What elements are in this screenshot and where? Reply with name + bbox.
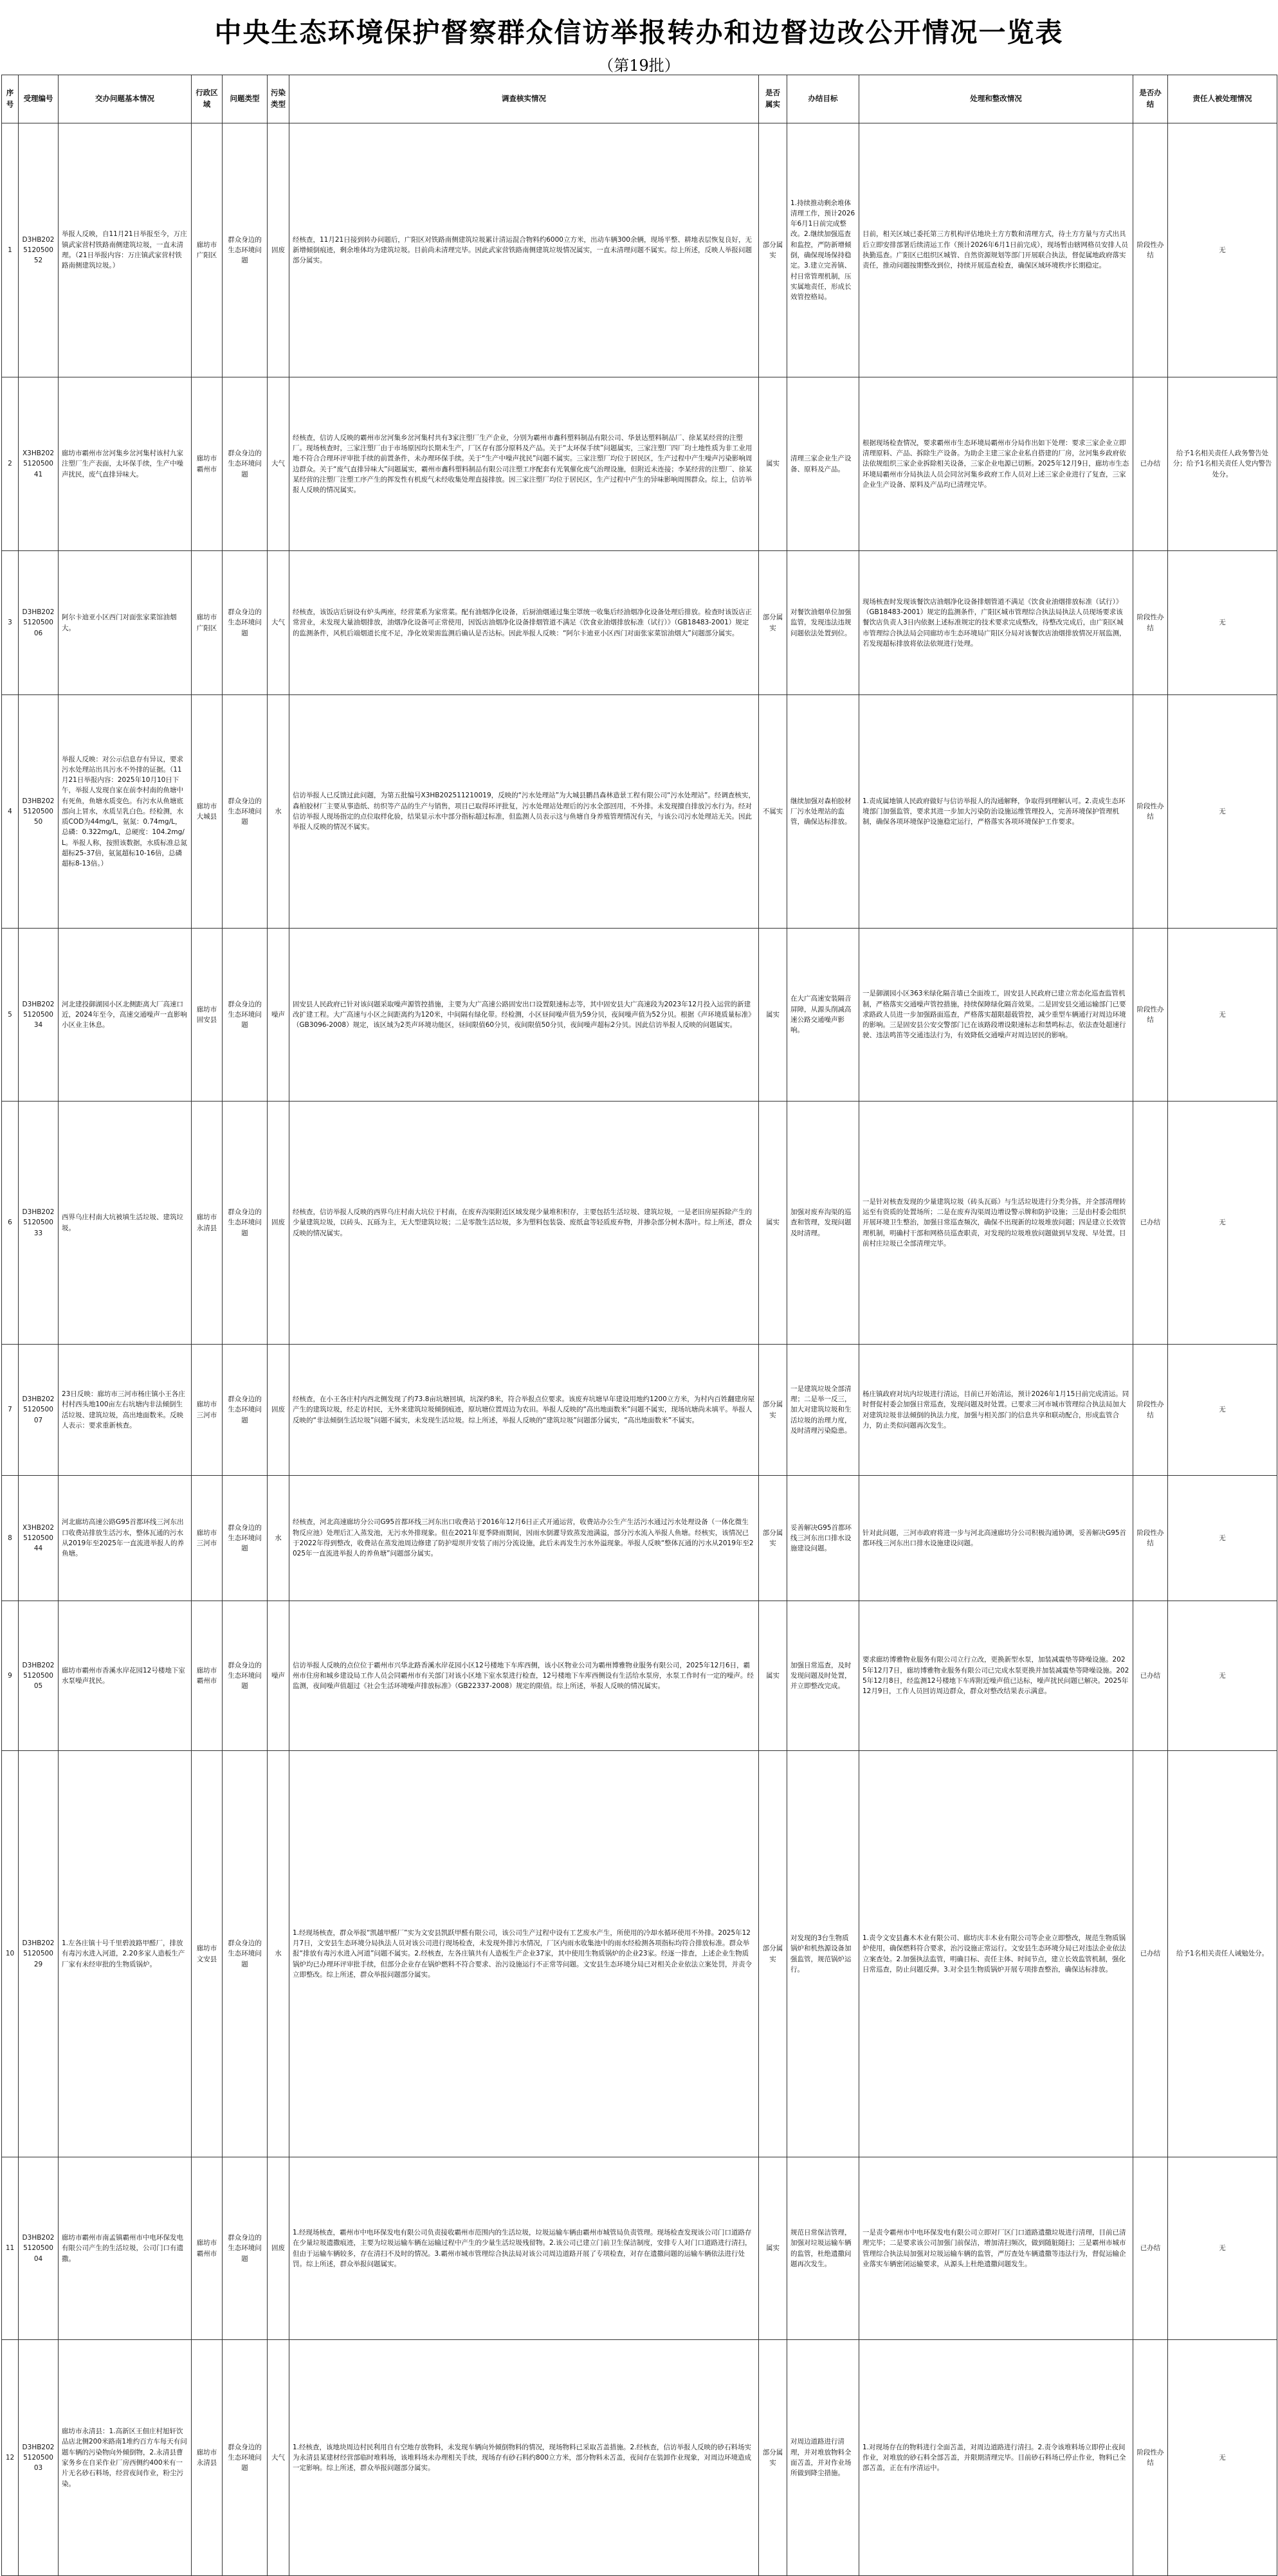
row-number: 1: [2, 123, 19, 377]
issue-type: 群众身边的生态环境问题: [223, 1345, 268, 1476]
issue-summary: 1.左各庄镇十号千里碧波路甲醛厂，排放有毒污水进入河道，2.20多家人造板生产厂家有未经审批的生物质锅炉。: [59, 1751, 192, 2157]
header-no: 序号: [2, 75, 19, 123]
pollution-type: 大气: [268, 377, 289, 551]
row-number: 11: [2, 2157, 19, 2340]
region: 廊坊市文安县: [192, 1751, 223, 2157]
table-row: [2, 2157, 1277, 2340]
header-investigation: 调查核实情况: [289, 75, 759, 123]
target-goal: 一是建筑垃圾全部清理；二是举一反三，加大对建筑垃圾和生活垃圾的治理力度，及时清理污染隐患。: [787, 1345, 859, 1476]
case-code: X3HB202512050044: [19, 1476, 59, 1601]
case-code: D3HB202512050003: [19, 2340, 59, 2576]
investigation-text: 1.经现场核查，霸州市中电环保发电有限公司负责接收霸州市范围内的生活垃圾，垃圾运输车辆由霸州市城管局负责管理。现场检查发现该公司门口道路存在少量垃圾遗撒痕迹，主要为垃圾运输车辆在运输过程中产生的少量生活垃圾残留物。2.该公司已建立门前卫生保洁制度，安排专人对门口道路进行清扫，但由于运输车辆较多，存在清扫不及时的情况。3.霸州市城市管理综合执法局对该公司周边道路开展了专项检查，对存在遗撒问题的运输车辆依法进行处罚。综上所述，群众举报问题属实。: [289, 2157, 759, 2340]
row-number: 5: [2, 929, 19, 1102]
investigation-text: 固安县人民政府已针对该问题采取噪声源管控措施，主要为大广高速公路固安出口设置限速标志等，其中固安县大广高速段为2023年12月投入运营的新建改扩建工程。大广高速与小区之间距离约为120米，中间隔有绿化带。经检测，小区昼间噪声值为59分贝，夜间噪声值为52分贝。根据《声环境质量标准》（GB3096-2008）规定，该区域为2类声环境功能区，昼间限值60分贝，夜间限值50分贝，夜间噪声超标2分贝。因此信访举报人反映的问题属实。: [289, 929, 759, 1102]
batch-subtitle: （第19批）: [598, 57, 680, 75]
is-true: 部分属实: [759, 1751, 787, 2157]
is-done: 阶段性办结: [1133, 2340, 1168, 2576]
table-row: [2, 377, 1277, 551]
issue-type: 群众身边的生态环境问题: [223, 1751, 268, 2157]
pollution-type: 固废: [268, 2157, 289, 2340]
header-true: 是否属实: [759, 75, 787, 123]
region: 廊坊市大城县: [192, 695, 223, 929]
issue-summary: 举报人反映，自11月21日举报至今，万庄镇武家营村铁路南侧建筑垃圾，一直未清理。（21日举报内容：万庄镇武家营村铁路南侧建筑垃圾。）: [59, 123, 192, 377]
issue-type: 群众身边的生态环境问题: [223, 2157, 268, 2340]
row-number: 9: [2, 1601, 19, 1751]
punishment: 无: [1168, 2340, 1277, 2576]
target-goal: 继续加强对森柏胶材厂污水处理站的监管，确保达标排放。: [787, 695, 859, 929]
table-body: [2, 123, 1277, 2576]
region: 廊坊市霸州市: [192, 1601, 223, 1751]
is-true: 部分属实: [759, 123, 787, 377]
header-pollution: 污染类型: [268, 75, 289, 123]
case-code: D3HB202512050029: [19, 1751, 59, 2157]
case-code: D3HB202512050006: [19, 551, 59, 695]
header-punish: 责任人被处理情况: [1168, 75, 1277, 123]
is-true: 部分属实: [759, 1345, 787, 1476]
header-handling: 处理和整改情况: [859, 75, 1133, 123]
target-goal: 清理三家企业生产设备、原料及产品。: [787, 377, 859, 551]
case-code: D3HB202512050052: [19, 123, 59, 377]
is-done: 已办结: [1133, 1102, 1168, 1345]
header-type: 问题类型: [223, 75, 268, 123]
handling-text: 一是御湖园小区363米绿化隔音墙已全面竣工，固安县人民政府已建立常态化巡查监管机制，严格落实交通噪声管控措施，持续保障绿化隔音效果。二是固安县交通运输部门已要求路政人员进一步加强路面巡查，严格落实超限超载管控，减少重型车辆通行对周边环境的影响。三是固安县公安交警部门已在该路段增设限速标志和禁鸣标志，依法查处超速行驶、违法鸣笛等交通违法行为，有效降低交通噪声对周边居民的影响。: [859, 929, 1133, 1102]
case-code: D3HB202512050034: [19, 929, 59, 1102]
issue-type: 群众身边的生态环境问题: [223, 123, 268, 377]
row-number: 10: [2, 1751, 19, 2157]
is-true: 属实: [759, 377, 787, 551]
region: 廊坊市广阳区: [192, 551, 223, 695]
punishment: 给予1名相关责任人政务警告处分；给予1名相关责任人党内警告处分。: [1168, 377, 1277, 551]
investigation-text: 经核查，11月21日接到转办问题后，广阳区对铁路南侧建筑垃圾累计清运混合物料约6000立方米，出动车辆300余辆，现场平整、耕地表层恢复良好，无新增倾倒痕迹，剩余堆体均为建筑垃圾。目前尚未清理完毕。因此武家营铁路南侧建筑垃圾情况属实，一直未清理问题不属实。综上所述，反映人举报问题部分属实。: [289, 123, 759, 377]
is-true: 部分属实: [759, 1476, 787, 1601]
issue-summary: 廊坊市霸州市岔河集乡岔河集村该村九家注塑厂生产表面，太坏保手续，生产中噪声扰民，废气直排异味大。: [59, 377, 192, 551]
row-number: 12: [2, 2340, 19, 2576]
pollution-type: 固废: [268, 1345, 289, 1476]
pollution-type: 水: [268, 695, 289, 929]
region: 廊坊市永清县: [192, 1102, 223, 1345]
is-true: 属实: [759, 1601, 787, 1751]
handling-text: 一是针对核查发现的少量建筑垃圾（砖头瓦砾）与生活垃圾进行分类分拣，并全部清理转运至有资质的处置场所；二是在废弃沟渠周边增设警示牌和防护设施；三是由村委会组织开展环境卫生整治，加强日常巡查频次，确保不出现新的垃圾堆放问题；四是建立长效管理机制，明确村干部和网格员巡查职责，对发现的垃圾堆放问题做到早发现、早处置。目前村庄垃圾已全部清理完毕。: [859, 1102, 1133, 1345]
is-done: 阶段性办结: [1133, 695, 1168, 929]
punishment: 给予1名相关责任人诫勉处分。: [1168, 1751, 1277, 2157]
header-done: 是否办结: [1133, 75, 1168, 123]
region: 廊坊市固安县: [192, 929, 223, 1102]
page-title: 中央生态环境保护督察群众信访举报转办和边督边改公开情况一览表: [214, 17, 1064, 48]
is-true: 属实: [759, 1102, 787, 1345]
punishment: 无: [1168, 929, 1277, 1102]
pollution-type: 固废: [268, 1102, 289, 1345]
case-code: D3HB202512050033: [19, 1102, 59, 1345]
is-true: 不属实: [759, 695, 787, 929]
issue-type: 群众身边的生态环境问题: [223, 2340, 268, 2576]
punishment: 无: [1168, 1345, 1277, 1476]
punishment: 无: [1168, 2157, 1277, 2340]
issue-summary: 廊坊市霸州市南孟镇霸州市中电环保发电有限公司产生的生活垃圾，公司门口有遗撒。: [59, 2157, 192, 2340]
table-row: [2, 2340, 1277, 2576]
punishment: 无: [1168, 123, 1277, 377]
investigation-text: 1.经现场核查，群众举报“凯越甲醛厂”实为文安县凯跃甲醛有限公司，该公司生产过程中设有工艺废水产生，所使用的冷却水循环使用不外排。2025年12月7日，文安县生态环境分局执法人员对该公司进行现场检查，未发现外排污水情况，厂区内雨水收集池中的雨水经检测各项指标均符合排放标准。群众举报“排放有毒污水进入河道”问题不属实。2.经核查，左各庄镇共有人造板生产企业37家，其中使用生物质锅炉的企业23家。经逐一排查，上述企业生物质锅炉均已办理环评审批手续，但部分企业存在锅炉燃料不符合要求、治污设施运行不正常等问题。文安县生态环境分局已对相关企业依法立案处罚，并责令立即整改。综上所述，群众举报问题部分属实。: [289, 1751, 759, 2157]
header-code: 受理编号: [19, 75, 59, 123]
is-true: 部分属实: [759, 551, 787, 695]
investigation-text: 经核查，信访举报人反映的西界乌庄村南大坑位于村南，在废弃沟渠附近区域发现少量堆积积存，主要包括生活垃圾、建筑垃圾，一是老旧房屋拆除产生的少量建筑垃圾，以砖头、瓦砾为主，无大型建筑垃圾；二是零散生活垃圾，多为塑料包装袋、废纸盒等轻质废弃物，并掺杂部分树木落叶。综上所述，群众反映的情况属实。: [289, 1102, 759, 1345]
row-number: 4: [2, 695, 19, 929]
pollution-type: 噪声: [268, 929, 289, 1102]
handling-text: 一是责令霸州市中电环保发电有限公司立即对厂区门口道路遗撒垃圾进行清理，目前已清理完毕；二是要求该公司加强门前保洁，增加清扫频次，做到随脏随扫；三是霸州市城市管理综合执法局加强对垃圾运输车辆的监管，严厉查处车辆遗撒等违法行为，督促运输企业落实车辆密闭运输要求，从源头上杜绝遗撒问题发生。: [859, 2157, 1133, 2340]
handling-text: 针对此问题，三河市政府将进一步与河北高速廊坊分公司积极沟通协调，妥善解决G95首都环线三河东出口排水设施建设问题。: [859, 1476, 1133, 1601]
issue-summary: 廊坊市永清县：1.高新区王佃庄村旭轩饮品店北侧200米路南1堆约百方车每天有问题车辆的污染物向外倾倒物，2.永清县曹家务乡在自采作业厂房西侧约400米有一片无名砂石料场，经营夜间作业，粉尘污染。: [59, 2340, 192, 2576]
is-true: 部分属实: [759, 2340, 787, 2576]
table-row: [2, 123, 1277, 377]
pollution-type: 大气: [268, 2340, 289, 2576]
table-row: [2, 551, 1277, 695]
is-done: 阶段性办结: [1133, 929, 1168, 1102]
is-done: 阶段性办结: [1133, 123, 1168, 377]
region: 廊坊市永清县: [192, 2340, 223, 2576]
row-number: 3: [2, 551, 19, 695]
punishment: 无: [1168, 1601, 1277, 1751]
target-goal: 对发现的3台生物质锅炉和机热源设备加强监管，规范锅炉运行。: [787, 1751, 859, 2157]
header-region: 行政区域: [192, 75, 223, 123]
target-goal: 在大广高速安装隔音屏障，从源头削减高速公路交通噪声影响。: [787, 929, 859, 1102]
table-row: [2, 1345, 1277, 1476]
issue-summary: 23日反映：廊坊市三河市杨庄镇小王各庄村村西头地100亩左右坑塘内非法倾倒生活垃圾、建筑垃圾，高出地面数米。反映人表示：要求重新核查。: [59, 1345, 192, 1476]
target-goal: 妥善解决G95首都环线三河东出口排水设施建设问题。: [787, 1476, 859, 1601]
row-number: 8: [2, 1476, 19, 1601]
is-done: 阶段性办结: [1133, 1345, 1168, 1476]
case-code: D3HB202512050005: [19, 1601, 59, 1751]
issue-type: 群众身边的生态环境问题: [223, 377, 268, 551]
is-true: 属实: [759, 2157, 787, 2340]
punishment: 无: [1168, 695, 1277, 929]
issue-type: 群众身边的生态环境问题: [223, 695, 268, 929]
target-goal: 1.持续推动剩余堆体清理工作，预计2026年6月1日前完成整改。2.继续加强巡查和监控，严防新增倾倒，确保现场保持稳定。3.建立完善镇、村日常管理机制，压实属地责任，形成长效管控格局。: [787, 123, 859, 377]
is-done: 阶段性办结: [1133, 551, 1168, 695]
table-row: [2, 695, 1277, 929]
investigation-text: 1.经核查，该地块周边村民利用自有空地存放物料，未发现车辆向外倾倒物料的情况，现场物料已采取苫盖措施。2.经核查，信访举报人反映的砂石料场实为永清县某建材经营部临时堆料场，该堆料场未办理相关手续，现场存有砂石料约800立方米，部分物料未苫盖，夜间存在装卸作业现象，对周边环境造成一定影响。综上所述，群众举报问题部分属实。: [289, 2340, 759, 2576]
issue-type: 群众身边的生态环境问题: [223, 1476, 268, 1601]
issue-summary: 河北廊坊高速公路G95首都环线三河东出口收费站排放生活污水，整体瓦通的污水从2019年至2025年一直流进举报人的养鱼塘。: [59, 1476, 192, 1601]
handling-text: 杨庄镇政府对坑内垃圾进行清运，目前已开始清运，预计2026年1月15日前完成清运。同时督促村委会加强日常巡查，发现问题及时处置。已要求三河市城市管理综合执法局加大对建筑垃圾非法倾倒的执法力度，加强与相关部门的信息共享和联动配合，形成监管合力，防止类似问题再次发生。: [859, 1345, 1133, 1476]
issue-summary: 廊坊市霸州市香溪水岸花园12号楼地下室水泵噪声扰民。: [59, 1601, 192, 1751]
issue-summary: 阿尔卡迪亚小区西门对面张家菜馆油烟大。: [59, 551, 192, 695]
investigation-text: 经核查，河北高速廊坊分公司G95首都环线三河东出口收费站于2016年12月6日正式开通运营，收费站办公生产生活污水通过污水处理设备（一体化微生物反应池）处理后汇入蒸发池，无污水外排现象。但在2021年夏季降雨期间，因雨水倒灌导致蒸发池满溢，部分污水流入举报人鱼塘。经核实，该情况已于2022年得到整改，收费站在蒸发池周边修建了防护堤坝并安装了雨污分流设施，此后未再发生污水外溢现象。举报人反映“整体瓦通的污水从2019年至2025年一直流进举报人的养鱼塘”问题部分属实。: [289, 1476, 759, 1601]
header-issue: 交办问题基本情况: [59, 75, 192, 123]
punishment: 无: [1168, 1476, 1277, 1601]
region: 廊坊市霸州市: [192, 377, 223, 551]
investigation-text: 经核查，该饭店后厨设有炉头两座，经营菜系为家常菜。配有油烟净化设备，后厨油烟通过集尘罩统一收集后经油烟净化设备处理后排放。检查时该饭店正常营业，未发现大量油烟排放，油烟净化设备可正常使用，因饭店油烟净化设备排烟管道不满足《饮食业油烟排放标准（试行）》（GB18483-2001）规定的监测条件，风机后端烟道长度不足，净化效果需监测后确认是否达标。因此举报人反映：“阿尔卡迪亚小区西门对面张家菜馆油烟大”问题部分属实。: [289, 551, 759, 695]
is-done: 已办结: [1133, 2157, 1168, 2340]
punishment: 无: [1168, 551, 1277, 695]
handling-text: 1.对现场存在的物料进行全面苫盖，对周边道路进行清扫。2.责令该堆料场立即停止夜间作业，对堆放的砂石料全部苫盖，并限期清理完毕。目前砂石料场已停止作业，物料已全部苫盖，正在有序清运中。: [859, 2340, 1133, 2576]
investigation-text: 信访举报人反映的点位位于霸州市兴华北路香溪水岸花园小区12号楼地下车库西侧，该小区物业公司为霸州博雅物业服务有限公司，2025年12月6日，霸州市住房和城乡建设局工作人员会同霸州市有关部门对该小区地下室水泵进行检查，12号楼地下车库西侧设有生活给水泵房，水泵工作时有一定的噪声。经监测，夜间噪声值超过《社会生活环境噪声排放标准》（GB22337-2008）规定的限值。综上所述，举报人反映的情况属实。: [289, 1601, 759, 1751]
target-goal: 对餐饮油烟单位加强监管，发现违法违规问题依法处置到位。: [787, 551, 859, 695]
handling-text: 现场核查时发现该餐饮店油烟净化设备排烟管道不满足《饮食业油烟排放标准（试行）》（GB18483-2001）规定的监测条件，广阳区城市管理综合执法局执法人员现场要求该餐饮店负责人3日内依据上述标准规定的技术要求完成整改，待整改完成后，由广阳区城市管理综合执法局会同廊坊市生态环境局广阳区分局对该餐饮店油烟排放情况开展监测，若发现超标排放将依法依规进行处理。: [859, 551, 1133, 695]
target-goal: 对周边道路进行清理，并对堆放物料全面苫盖，并对作业场所做到降尘措施。: [787, 2340, 859, 2576]
case-code: X3HB202512050041: [19, 377, 59, 551]
issue-type: 群众身边的生态环境问题: [223, 1601, 268, 1751]
row-number: 6: [2, 1102, 19, 1345]
table-row: [2, 1476, 1277, 1601]
table-row: [2, 1601, 1277, 1751]
issue-type: 群众身边的生态环境问题: [223, 1102, 268, 1345]
punishment: 无: [1168, 1102, 1277, 1345]
handling-text: 1.责成属地镇人民政府做好与信访举报人的沟通解释，争取得到理解认可。2.责成生态环境部门加强监管，要求其进一步加大污染防治设施运维管理投入，完善环境保护管理机制，确保各项环境保护设施稳定运行，严格落实各项环境保护工作要求。: [859, 695, 1133, 929]
pollution-type: 大气: [268, 551, 289, 695]
target-goal: 加强对废弃沟渠的巡查和管理，发现问题及时清理。: [787, 1102, 859, 1345]
row-number: 7: [2, 1345, 19, 1476]
region: 廊坊市三河市: [192, 1345, 223, 1476]
target-goal: 规范日常保洁管理，加强对垃圾运输车辆的监管，杜绝遗撒问题再次发生。: [787, 2157, 859, 2340]
handling-text: 要求廊坊博雅物业服务有限公司立行立改，更换新型水泵，加装减震垫等降噪设施。2025年12月7日，廊坊博雅物业服务有限公司已完成水泵更换并加装减震垫等降噪设施。2025年12月8日，经监测12号楼地下车库附近噪声值已达标，噪声扰民问题已解决。2025年12月9日，工作人员回访周边群众，群众对整改结果表示满意。: [859, 1601, 1133, 1751]
target-goal: 加强日常巡查，及时发现问题及时处置，并立即整改完成。: [787, 1601, 859, 1751]
is-done: 已办结: [1133, 377, 1168, 551]
table-row: [2, 1102, 1277, 1345]
handling-text: 1.责令文安县鑫木木业有限公司、廊坊庆丰木业有限公司等企业立即整改，规范生物质锅炉使用，确保燃料符合要求，治污设施正常运行。文安县生态环境分局已对违法企业依法立案查处。2.加强执法监管，明确目标、责任主体、时间节点，建立长效监管机制，强化日常巡查，防止问题反弹。3.对全县生物质锅炉开展专项排查整治，确保达标排放。: [859, 1751, 1133, 2157]
investigation-text: 经核查，在小王各庄村内西北侧发现了约73.8亩坑塘回填，坑深约8米，符合举报点位要求。该废弃坑塘早年建设用地约1200立方米，为村内百姓翻建房屋产生的建筑垃圾，经走访村民，无外来建筑垃圾倾倒痕迹，原坑塘位置周边为农田。举报人反映的“高出地面数米”问题不属实，现场坑塘尚未填平。举报人反映的“非法倾倒生活垃圾”问题不属实，未发现生活垃圾。综上所述，举报人反映的“建筑垃圾”问题部分属实，“高出地面数米”不属实。: [289, 1345, 759, 1476]
pollution-type: 噪声: [268, 1601, 289, 1751]
pollution-type: 水: [268, 1751, 289, 2157]
is-done: 已办结: [1133, 1601, 1168, 1751]
handling-text: 目前，相关区域已委托第三方机构评估地块土方方数和清理方式，待土方方量与方式出具后立即安排部署后续清运工作（预计2026年6月1日前完成），现场暂由辖网格员安排人员执勤巡查。广阳区已组织区城管、自然资源规划等部门开展联合执法，督促属地政府落实责任，推动问题按期整改到位，持续开展巡查检查，确保区域环境秩序长期稳定。: [859, 123, 1133, 377]
region: 廊坊市广阳区: [192, 123, 223, 377]
region: 廊坊市霸州市: [192, 2157, 223, 2340]
case-code: D3HB202512050050: [19, 695, 59, 929]
issue-type: 群众身边的生态环境问题: [223, 929, 268, 1102]
is-done: 已办结: [1133, 1751, 1168, 2157]
region: 廊坊市三河市: [192, 1476, 223, 1601]
table-header-row: [2, 75, 1277, 123]
issue-summary: 西界乌庄村南大坑被填生活垃圾、建筑垃圾。: [59, 1102, 192, 1345]
issue-type: 群众身边的生态环境问题: [223, 551, 268, 695]
is-done: 阶段性办结: [1133, 1476, 1168, 1601]
is-true: 属实: [759, 929, 787, 1102]
table-row: [2, 929, 1277, 1102]
issue-summary: 河北建投御湖园小区北侧距离大厂高速口近，2024年至今，高速交通噪声一直影响小区业主休息。: [59, 929, 192, 1102]
row-number: 2: [2, 377, 19, 551]
pollution-type: 固废: [268, 123, 289, 377]
investigation-text: 经核查，信访人反映的霸州市岔河集乡岔河集村共有3家注塑厂生产企业，分别为霸州市鑫科塑料制品有限公司、华景达塑料制品厂、徐某某经营的注塑厂。现场核查时，三家注塑厂由于市场原因均长期未生产，厂区存有部分原料及产品。关于“太环保手续”问题属实，三家注塑厂四厂均土地性质为非工业用地不符合合理环评审批手续的前置条件，未办理环保手续。关于“生产中噪声扰民”问题不属实。三家注塑厂均位于居民区，生产过程中产生噪声污染影响周边群众。关于“废气直排异味大”问题属实，霸州市鑫科塑料制品有限公司注塑工序配套有光氧催化废气治理设施，但附近未连接；李某经营的注塑厂、徐某某经营的注塑厂注塑工序产生的挥发性有机废气未经收集处理直接排放。因三家注塑厂均位于居民区，生产过程中产生的异味影响周围群众。综上，信访举报人反映的情况属实。: [289, 377, 759, 551]
case-code: D3HB202512050004: [19, 2157, 59, 2340]
pollution-type: 水: [268, 1476, 289, 1601]
investigation-text: 信访举报人已反馈过此问题，为第五批编号X3HB202511210019，反映的“污水处理站”为大城县鹏昌森林造景工程有限公司“污水处理站”。经调查核实，森柏胶材厂主要从事造纸、纺织等产品的生产与销售，项目已取得环评批复，污水处理站处理后的污水全部回用，不外排。未发现擅自排放污水行为。经对信访举报人现场指定的点位取样化验，结果显示水中部分指标超过标准，但监测人员表示这与鱼塘自身养殖管理情况有关，与该公司污水处理站无关。因此举报人反映的情况不属实。: [289, 695, 759, 929]
header-goal: 办结目标: [787, 75, 859, 123]
issue-summary: 举报人反映：对公示信息存有异议，要求污水处理站出具污水不外排的证据。（11月21日举报内容：2025年10月10日下午，举报人发现自家在前李村南的鱼塘中有死鱼，鱼塘水质变色。有污水从鱼塘底部向上冒水，水质呈乳白色。经检测，水质COD为44mg/L，氨氮：0.74mg/L，总磷：0.322mg/L，总硬度：104.2mg/L。举报人称，按照该数据，水质标准总氮超标25-37倍，氨氮超标10-16倍，总磷超标8-13倍。）: [59, 695, 192, 929]
handling-text: 根据现场检查情况，要求霸州市生态环境局霸州市分局作出如下处理：要求三家企业立即清理原料、产品、拆除生产设备。为助企主建三家企业私自搭建的厂房，岔河集乡政府依法依规组织三家企业拆除相关设备，三家企业电源已切断。2025年12月9日，廊坊市生态环境局霸州市分局执法人员会同岔河集乡政府工作人员对上述三家企业进行了复查，三家企业生产设备、原料及产品均已清理完毕。: [859, 377, 1133, 551]
cases-table: [1, 75, 1277, 2576]
case-code: D3HB202512050007: [19, 1345, 59, 1476]
table-row: [2, 1751, 1277, 2157]
